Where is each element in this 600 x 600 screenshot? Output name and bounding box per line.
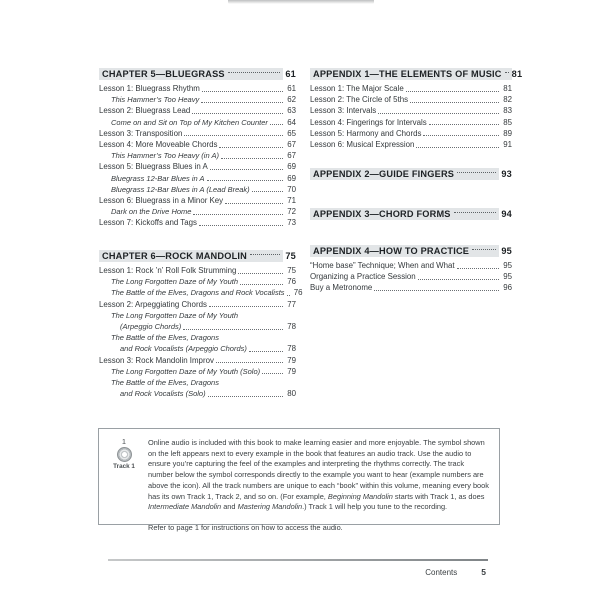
toc-entry (99, 321, 296, 332)
dotted-leader (416, 139, 499, 148)
toc-heading (310, 68, 523, 80)
toc-entry-title: Lesson 3: Transposition (99, 128, 183, 138)
book-title-italic: Mastering Mandolin (237, 502, 303, 512)
dotted-leader (219, 139, 283, 148)
audio-note-segment: Online audio is included with this book to make learning easier and more enjoyable. The symbol shown on the left appears next to every example in the book that features an audio track. Use the audio to ensure you’re capturing the feel of the examples and interpreting the rhythms correctly. The track number below the symbol corresponds directly to the example you want to hear (example numbers are above the icon). All the track numbers are unique to each “book” within this volume, meaning every book has its own Track 1, Track 2, and so on. (For example, (148, 438, 489, 501)
dotted-leader (454, 212, 496, 213)
footer-contents-label: Contents (425, 568, 458, 577)
toc-entry-title: The Long Forgotten Daze of My Youth (111, 277, 239, 287)
audio-note-segment: and (221, 502, 238, 512)
toc-entry (99, 366, 296, 377)
toc-entry-title: Lesson 1: Rock ’n’ Roll Folk Strumming (99, 266, 237, 275)
toc-entry-title: Lesson 6: Musical Expression (310, 139, 415, 149)
toc-entry-page-number: 76 (287, 277, 296, 287)
toc-entry-title: Lesson 1: The Major Scale (310, 84, 404, 93)
toc-entry-title: and Rock Vocalists (Solo) (120, 389, 206, 399)
dotted-leader (208, 388, 283, 397)
toc-entry-page-number: 72 (287, 207, 296, 217)
toc-entry-page-number: 69 (287, 162, 296, 172)
toc-entry-title: Lesson 2: Bluegrass Lead (99, 106, 191, 116)
dotted-leader (207, 173, 283, 182)
toc-heading-page-number: 61 (283, 68, 296, 80)
book-edge-shadow (228, 0, 374, 4)
toc-entry-page-number: 73 (287, 218, 296, 228)
toc-entry (310, 282, 512, 293)
toc-entry (99, 105, 296, 116)
dotted-leader (225, 195, 283, 204)
toc-entry-page-number: 95 (503, 261, 512, 270)
toc-heading-page-number: 94 (499, 208, 512, 220)
toc-entry-title: Lesson 5: Bluegrass Blues in A (99, 162, 208, 172)
toc-entry-page-number: 96 (503, 283, 512, 293)
toc-heading-bar (310, 168, 499, 180)
toc-heading-title: CHAPTER 6—ROCK MANDOLIN (102, 251, 247, 261)
page-footer (108, 559, 488, 577)
toc-entry (99, 287, 303, 298)
toc-heading-page-number: 75 (283, 250, 296, 262)
toc-heading-title: APPENDIX 3—CHORD FORMS (313, 209, 451, 219)
toc-heading-title: APPENDIX 2—GUIDE FINGERS (313, 169, 455, 179)
toc-entry-title: The Long Forgotten Daze of My Youth (111, 310, 239, 320)
dotted-leader (209, 299, 283, 308)
toc-entry-page-number: 77 (287, 299, 296, 309)
toc-entry (99, 195, 296, 206)
dotted-leader (406, 83, 499, 92)
toc-heading-page-number: 93 (499, 168, 512, 180)
toc-entry-title: Lesson 2: The Circle of 5ths (310, 95, 409, 105)
toc-entry (99, 299, 296, 310)
toc-entry (310, 83, 512, 94)
toc-entry (99, 83, 296, 94)
footer-row (108, 561, 488, 577)
toc-entry-title: The Battle of the Elves, Dragons (111, 377, 219, 387)
toc-entry-page-number: 78 (287, 344, 296, 354)
audio-note-text (141, 438, 489, 532)
toc-entry-page-number: 85 (503, 117, 512, 127)
toc-entry-page-number: 81 (503, 84, 512, 93)
dotted-leader (199, 217, 283, 226)
dotted-leader (252, 184, 283, 193)
cd-icon (117, 447, 132, 462)
toc-heading (99, 250, 296, 262)
toc-entry (99, 217, 296, 228)
toc-entry-title: Buy a Metronome (310, 283, 373, 293)
toc-heading-bar (310, 68, 512, 80)
dotted-leader (221, 150, 283, 159)
toc-block-appendix-2 (310, 168, 512, 183)
toc-entry-page-number: 69 (287, 173, 296, 183)
toc-entry (99, 150, 296, 161)
toc-entry-title: (Arpeggio Chords) (120, 321, 182, 331)
toc-entry-title: Lesson 5: Harmony and Chords (310, 128, 422, 138)
toc-entry-page-number: 67 (287, 151, 296, 161)
audio-note-segment: starts with Track 1, as does (392, 491, 485, 501)
dotted-leader (423, 128, 499, 137)
toc-entry-title: The Long Forgotten Daze of My Youth (Solo) (111, 366, 261, 376)
dotted-leader (429, 117, 499, 126)
toc-heading-title: APPENDIX 4—HOW TO PRACTICE (313, 246, 470, 256)
audio-note-box (98, 428, 500, 532)
dotted-leader (202, 83, 283, 92)
audio-track-label: Track 1 (113, 463, 135, 470)
toc-entry (99, 276, 296, 287)
toc-heading (310, 168, 512, 180)
dotted-leader (216, 355, 283, 364)
toc-entry-title: This Hammer’s Too Heavy (in A) (111, 151, 219, 161)
dotted-leader (238, 265, 283, 274)
toc-block-chapter-6 (99, 250, 303, 399)
toc-block-appendix-1 (310, 68, 523, 150)
audio-example-number: 1 (121, 437, 127, 446)
toc-entry (99, 139, 296, 150)
toc-heading-bar (99, 68, 283, 80)
dotted-leader (457, 172, 496, 173)
toc-entry (99, 388, 296, 399)
toc-entry-title: Lesson 7: Kickoffs and Tags (99, 218, 197, 228)
toc-entry-page-number: 61 (287, 84, 296, 93)
toc-entry-title: and Rock Vocalists (Arpeggio Chords) (120, 344, 247, 354)
dotted-leader (505, 72, 509, 73)
toc-heading (99, 68, 296, 80)
toc-entry-page-number: 78 (287, 321, 296, 331)
toc-heading-bar (310, 245, 499, 257)
toc-entry (99, 343, 296, 354)
toc-entry-page-number: 89 (503, 128, 512, 138)
dotted-leader (410, 94, 499, 103)
toc-entry-title: Lesson 2: Arpeggiating Chords (99, 299, 207, 309)
toc-entry (99, 184, 296, 195)
toc-entry-title: This Hammer’s Too Heavy (111, 95, 200, 105)
toc-entry-title: Lesson 1: Bluegrass Rhythm (99, 84, 200, 93)
dotted-leader (250, 254, 280, 255)
toc-entry-page-number: 62 (287, 95, 296, 105)
toc-entry (99, 117, 296, 128)
toc-entry (310, 128, 512, 139)
toc-entry (99, 355, 296, 366)
toc-heading-title: APPENDIX 1—THE ELEMENTS OF MUSIC (313, 69, 502, 79)
toc-entry-title: Bluegrass 12-Bar Blues in A (Lead Break) (111, 184, 250, 194)
toc-heading (310, 245, 512, 257)
toc-entry-page-number: 63 (287, 106, 296, 116)
toc-entry-page-number: 83 (503, 106, 512, 116)
dotted-leader (378, 105, 499, 114)
toc-entry (99, 206, 296, 217)
toc-heading-bar (310, 208, 499, 220)
toc-entry-title: Bluegrass 12-Bar Blues in A (111, 173, 205, 183)
toc-block-appendix-4 (310, 245, 512, 294)
book-title-italic: Intermediate Mandolin (148, 502, 222, 512)
audio-track-badge (107, 438, 141, 516)
dotted-leader (374, 282, 499, 291)
toc-entry-title: The Battle of the Elves, Dragons (111, 333, 219, 343)
toc-entry-page-number: 76 (293, 288, 303, 298)
dotted-leader (183, 321, 283, 330)
toc-entry-page-number: 95 (503, 272, 512, 282)
dotted-leader (262, 366, 283, 375)
toc-entry-title: Lesson 4: More Moveable Chords (99, 139, 218, 149)
toc-entry-page-number: 64 (287, 117, 296, 127)
toc-entry (310, 94, 512, 105)
toc-entry-page-number: 65 (287, 128, 296, 138)
toc-entry-page-number: 71 (287, 195, 296, 205)
dotted-leader (192, 105, 283, 114)
toc-entry-page-number: 80 (287, 389, 296, 399)
toc-entry-title: Lesson 3: Rock Mandolin Improv (99, 355, 214, 365)
toc-block-chapter-5 (99, 68, 296, 228)
dotted-leader (184, 128, 283, 137)
toc-entry (99, 377, 296, 388)
toc-entry (99, 161, 296, 172)
footer-page-number: 5 (481, 567, 486, 577)
toc-entry-page-number: 75 (287, 266, 296, 275)
toc-entry (99, 332, 296, 343)
dotted-leader (240, 276, 283, 285)
toc-entry-title: Dark on the Drive Home (111, 207, 192, 217)
toc-entry-title: Come on and Sit on Top of My Kitchen Counter (111, 117, 268, 127)
toc-entry-title: Lesson 3: Intervals (310, 106, 377, 116)
toc-entry-page-number: 70 (287, 184, 296, 194)
toc-entry-page-number: 91 (503, 139, 512, 149)
dotted-leader (270, 117, 283, 126)
toc-entry (310, 271, 512, 282)
toc-heading-page-number: 81 (511, 69, 523, 79)
toc-entry-title: Lesson 4: Fingerings for Intervals (310, 117, 427, 127)
toc-entry (99, 310, 296, 321)
toc-entry (310, 139, 512, 150)
toc-entry-page-number: 79 (287, 366, 296, 376)
toc-entry (310, 117, 512, 128)
toc-entry-title: “Home base” Technique; When and What (310, 261, 455, 270)
toc-entry (310, 105, 512, 116)
dotted-leader (287, 287, 290, 296)
toc-entry (99, 265, 296, 276)
audio-note-paragraph (148, 438, 489, 513)
dotted-leader (249, 343, 283, 352)
dotted-leader (193, 206, 283, 215)
toc-entry-page-number: 67 (287, 139, 296, 149)
toc-entry-page-number: 79 (287, 355, 296, 365)
audio-note-refer-line: Refer to page 1 for instructions on how to access the audio. (148, 522, 343, 532)
toc-entry-title: Lesson 6: Bluegrass in a Minor Key (99, 195, 224, 205)
toc-entry-title: Organizing a Practice Session (310, 272, 416, 282)
toc-entry (99, 173, 296, 184)
dotted-leader (457, 260, 499, 269)
toc-block-appendix-3 (310, 208, 512, 223)
toc-entry (310, 260, 512, 271)
toc-heading (310, 208, 512, 220)
book-title-italic: Beginning Mandolin (327, 491, 393, 501)
toc-entry-title: The Battle of the Elves, Dragons and Rock Vocalists (111, 288, 285, 298)
dotted-leader (472, 249, 496, 250)
toc-entry-page-number: 82 (503, 95, 512, 105)
dotted-leader (210, 161, 283, 170)
audio-note-segment: .) Track 1 will help you tune to the recording. (302, 502, 448, 512)
dotted-leader (201, 94, 283, 103)
toc-entry (99, 128, 296, 139)
toc-heading-page-number: 95 (499, 245, 512, 257)
toc-entry (99, 94, 296, 105)
toc-heading-bar (99, 250, 283, 262)
dotted-leader (418, 271, 499, 280)
toc-heading-title: CHAPTER 5—BLUEGRASS (102, 69, 225, 79)
dotted-leader (228, 72, 280, 73)
